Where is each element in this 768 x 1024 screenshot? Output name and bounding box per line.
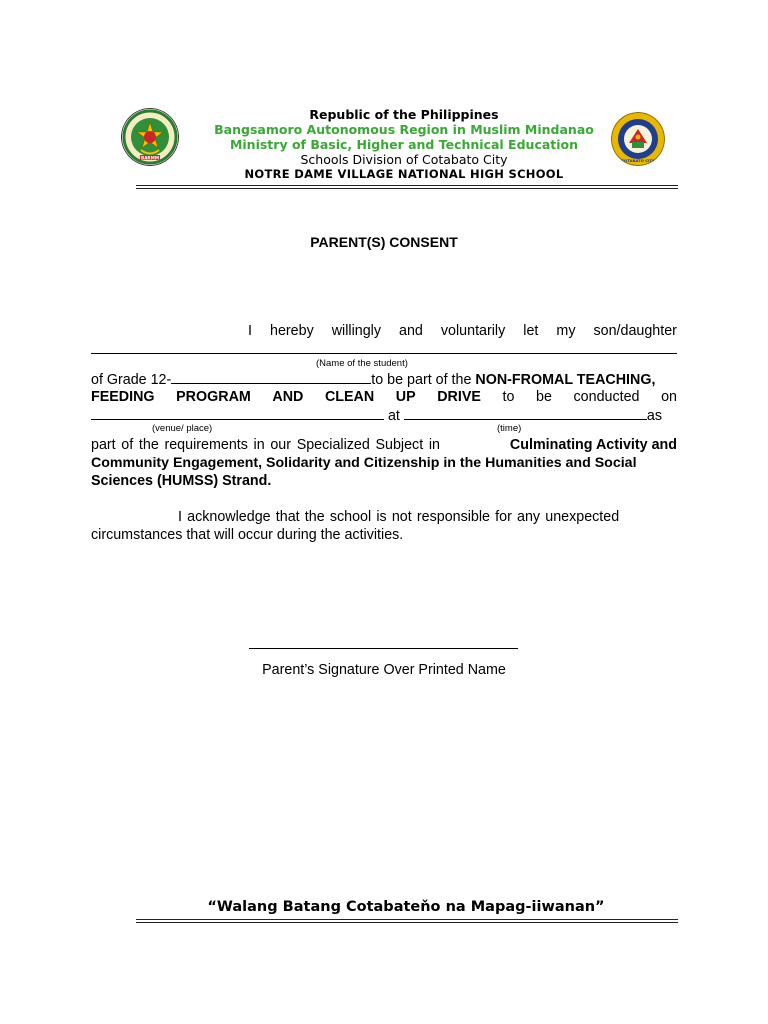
student-name-caption: (Name of the student) [316, 358, 408, 369]
paragraph-1-line-4: FEEDING PROGRAM AND CLEAN UP DRIVE to be conducted on [91, 389, 677, 405]
venue-caption: (venue/ place) [152, 423, 213, 434]
document-title: PARENT(S) CONSENT [310, 234, 458, 250]
grade-section-blank[interactable] [171, 370, 371, 384]
paragraph-1-line-3: of Grade 12- to be part of the NON-FROMAL TEACHING, [91, 372, 656, 388]
barmm-seal-logo [121, 108, 179, 166]
footer-divider [136, 919, 678, 920]
header-divider-double [136, 188, 678, 189]
header-divider [136, 185, 678, 186]
student-name-field[interactable] [91, 340, 677, 359]
footer-divider-double [136, 922, 678, 923]
time-caption: (time) [497, 423, 522, 434]
parent-signature-label: Parent’s Signature Over Printed Name [262, 662, 506, 678]
header-republic: Republic of the Philippines [309, 107, 499, 122]
venue-blank[interactable] [91, 406, 384, 420]
header-ministry: Ministry of Basic, Higher and Technical Education [229, 137, 579, 152]
svg-text:COTABATO CITY: COTABATO CITY [621, 158, 655, 163]
header-division: Schools Division of Cotabato City [300, 152, 508, 167]
svg-text:BARMM: BARMM [141, 155, 159, 161]
paragraph-1-line-6: part of the requirements in our Specialized Subject in Culminating Activity and [91, 437, 677, 453]
parent-signature-line[interactable] [249, 648, 518, 649]
header-region: Bangsamoro Autonomous Region in Muslim Mindanao [214, 122, 594, 137]
footer-motto: “Walang Batang Cotabateňo na Mapag-iiwanan” [207, 899, 605, 915]
paragraph-1-line-8: Sciences (HUMSS) Strand. [91, 473, 272, 489]
paragraph-1-line-5: at as [91, 406, 677, 425]
paragraph-2-line-1: I acknowledge that the school is not responsible for any unexpected [178, 509, 620, 525]
paragraph-1-line-7: Community Engagement, Solidarity and Citizenship in the Humanities and Social [91, 455, 637, 471]
paragraph-2-line-2: circumstances that will occur during the activities. [91, 527, 404, 543]
student-name-blank[interactable] [91, 340, 677, 354]
time-blank[interactable] [404, 406, 647, 420]
schools-division-seal-logo [611, 112, 665, 166]
header-school-name: NOTRE DAME VILLAGE NATIONAL HIGH SCHOOL [244, 167, 564, 181]
paragraph-1-line-1: I hereby willingly and voluntarily let my son/daughter [248, 323, 677, 339]
